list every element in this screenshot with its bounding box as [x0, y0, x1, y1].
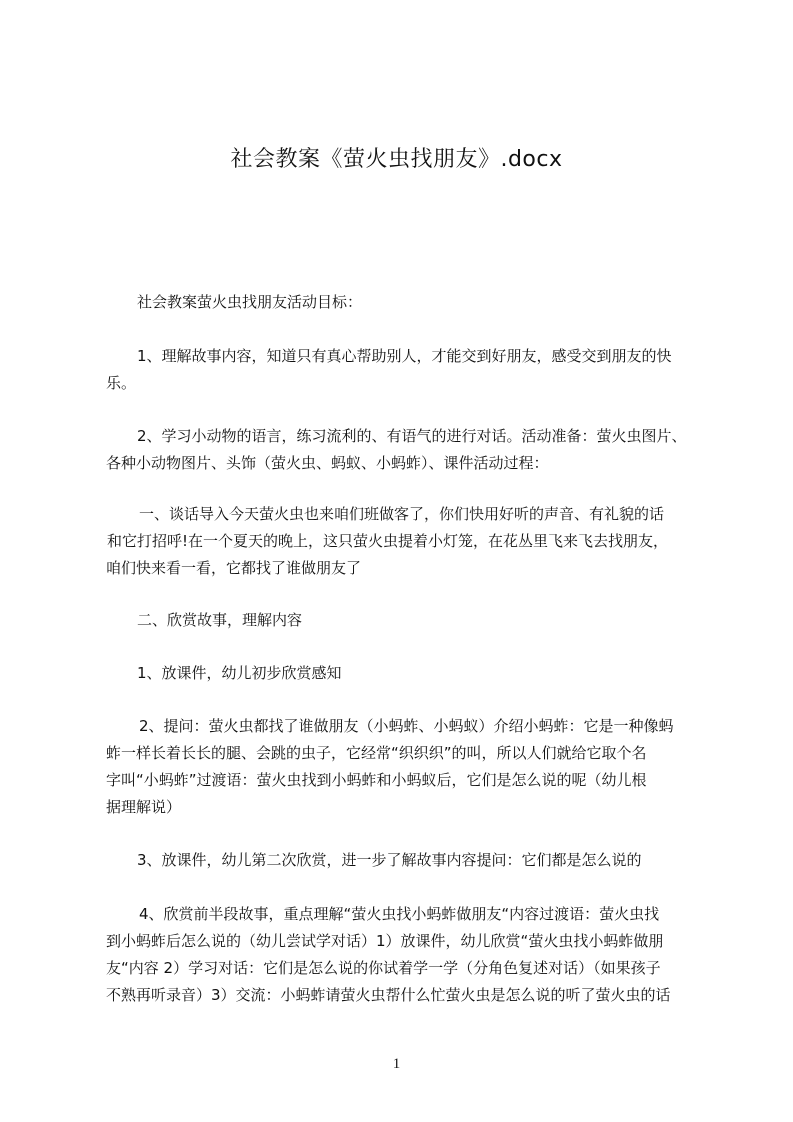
text-line: 4、欣赏前半段故事，重点理解“萤火虫找小蚂蚱做朋友“内容过渡语：萤火虫找 — [139, 905, 660, 923]
text-line: 1、放课件，幼儿初步欣赏感知 — [137, 664, 342, 682]
text-line: 各种小动物图片、头饰（萤火虫、蚂蚁、小蚂蚱）、课件活动过程： — [106, 454, 549, 472]
text-line: 2、提问：萤火虫都找了谁做朋友（小蚂蚱、小蚂蚁）介绍小蚂蚱：它是一种像蚂 — [139, 717, 674, 735]
text-line: 咱们快来看一看，它都找了谁做朋友了 — [106, 559, 362, 577]
document-title: 社会教案《萤火虫找朋友》.docx — [230, 147, 563, 172]
text-line: 不熟再听录音）3）交流：小蚂蚱请萤火虫帮什么忙萤火虫是怎么说的听了萤火虫的话 — [106, 986, 671, 1004]
text-line: 社会教案萤火虫找朋友活动目标： — [137, 293, 363, 311]
text-line: 友“内容 2）学习对话：它们是怎么说的你试着学一学（分角色复述对话）（如果孩子 — [106, 959, 661, 977]
text-line: 2、学习小动物的语言，练习流利的、有语气的进行对话。活动准备：萤火虫图片、 — [137, 427, 687, 445]
text-line: 蚱一样长着长长的腿、会跳的虫子，它经常“织织织”的叫，所以人们就给它取个名 — [106, 744, 647, 762]
text-line: 1、理解故事内容，知道只有真心帮助别人，才能交到好朋友，感受交到朋友的快 — [137, 347, 672, 365]
text-line: 字叫“小蚂蚱”过渡语：萤火虫找到小蚂蚱和小蚂蚁后，它们是怎么说的呢（幼儿根 — [106, 771, 647, 789]
text-line: 3、放课件，幼儿第二次欣赏，进一步了解故事内容提问：它们都是怎么说的 — [137, 851, 642, 869]
page-number: 1 — [392, 1056, 401, 1072]
text-line: 二、欣赏故事，理解内容 — [137, 611, 303, 629]
text-line: 一、谈话导入今天萤火虫也来咱们班做客了，你们快用好听的声音、有礼貌的话 — [139, 505, 665, 523]
text-line: 据理解说） — [106, 798, 182, 816]
text-line: 和它打招呼!在一个夏天的晚上，这只萤火虫提着小灯笼，在花丛里飞来飞去找朋友， — [107, 532, 669, 550]
text-line: 乐。 — [106, 374, 137, 392]
text-line: 到小蚂蚱后怎么说的（幼儿尝试学对话）1）放课件，幼儿欣赏“萤火虫找小蚂蚱做朋 — [106, 932, 664, 950]
